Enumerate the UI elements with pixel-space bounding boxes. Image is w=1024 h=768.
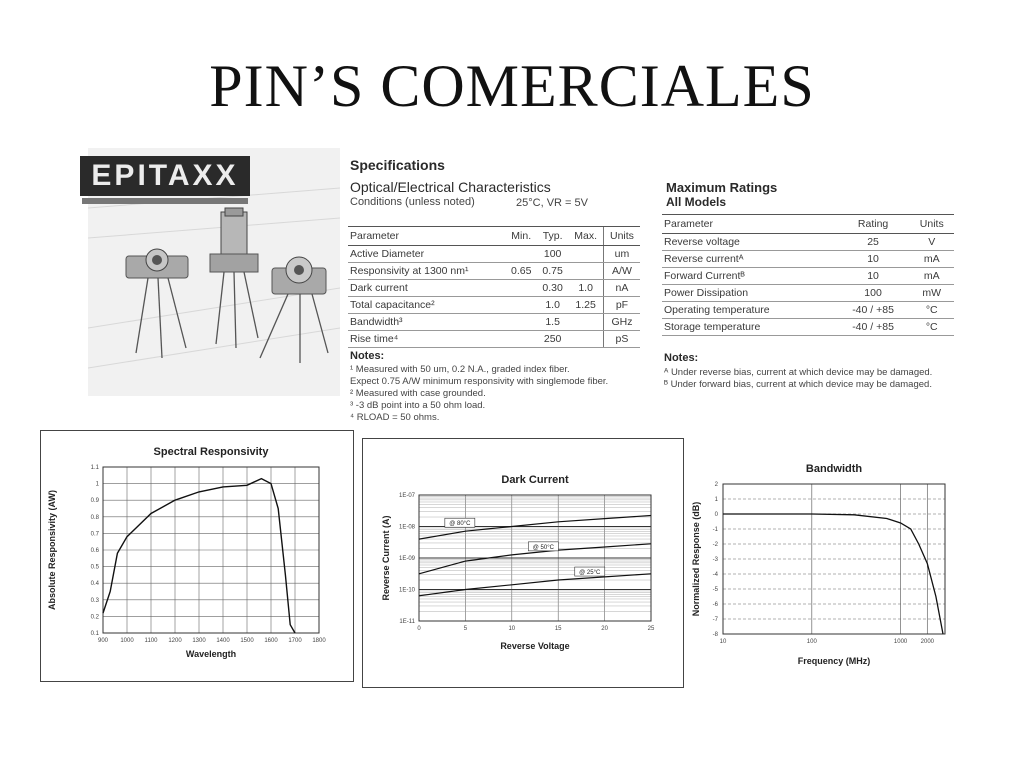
- table-cell: Forward Currentᴮ: [662, 268, 837, 285]
- photodiode-package-center-icon: [210, 208, 258, 348]
- table-cell: -40 / +85: [837, 302, 910, 319]
- specs-note: Expect 0.75 A/W minimum responsivity with singlemode fiber.: [350, 376, 609, 387]
- table-row: [348, 280, 640, 297]
- x-axis-label: Frequency (MHz): [797, 656, 871, 666]
- x-tick-label: 10: [508, 626, 516, 632]
- table-cell: Responsivity at 1300 nm¹: [348, 263, 506, 280]
- table-cell: GHz: [603, 314, 640, 331]
- epitaxx-logo: EPITAXX: [80, 156, 250, 196]
- y-tick-label: -6: [712, 602, 718, 608]
- table-row: [662, 285, 954, 302]
- y-tick-label: 0.4: [90, 581, 99, 588]
- table-row: [348, 246, 640, 263]
- x-tick-label: 100: [806, 639, 817, 645]
- specs-note: ³ -3 dB point into a 50 ohm load.: [350, 400, 486, 411]
- table-cell: um: [603, 246, 640, 263]
- bandwidth-chart: [689, 456, 957, 684]
- ratings-note: ᴮ Under forward bias, current at which device may be damaged.: [664, 379, 932, 390]
- y-tick-label: 0.7: [90, 531, 99, 538]
- specs-col-header: Units: [603, 227, 640, 246]
- y-tick-label: 0.9: [90, 498, 99, 505]
- table-cell: Reverse voltage: [662, 234, 837, 251]
- y-tick-label: 1E-07: [398, 493, 415, 499]
- table-row: [348, 314, 640, 331]
- table-cell: 1.25: [568, 297, 603, 314]
- specs-notes-heading: Notes:: [350, 350, 385, 362]
- specs-col-header: Min.: [506, 227, 537, 246]
- y-tick-label: 2: [714, 482, 718, 488]
- y-tick-label: 1.1: [90, 465, 99, 471]
- table-row: [348, 263, 640, 280]
- x-tick-label: 1400: [216, 638, 230, 644]
- table-cell: °C: [910, 302, 955, 319]
- y-tick-label: 0: [714, 512, 718, 518]
- y-axis-label: Normalized Response (dB): [691, 501, 701, 617]
- table-row: [348, 297, 640, 314]
- table-cell: mA: [910, 268, 955, 285]
- x-axis-label: Wavelength: [185, 649, 237, 659]
- ratings-subheading: All Models: [666, 195, 727, 209]
- table-cell: Power Dissipation: [662, 285, 837, 302]
- y-tick-label: -3: [712, 557, 718, 563]
- table-cell: Bandwidth³: [348, 314, 506, 331]
- photodiode-package-right-icon: [260, 257, 328, 363]
- table-cell: 0.30: [537, 280, 568, 297]
- y-tick-label: 1E-09: [398, 556, 415, 562]
- table-cell: [506, 314, 537, 331]
- y-tick-label: 1: [714, 497, 718, 503]
- spectral-responsivity-panel: [40, 430, 354, 682]
- x-tick-label: 1100: [144, 638, 158, 644]
- y-tick-label: -7: [712, 617, 718, 623]
- table-cell: Active Diameter: [348, 246, 506, 263]
- table-cell: 10: [837, 268, 910, 285]
- table-cell: Reverse currentᴬ: [662, 251, 837, 268]
- y-tick-label: 0.1: [90, 631, 99, 637]
- table-cell: [568, 331, 603, 348]
- y-tick-label: 1E-08: [398, 524, 415, 531]
- y-axis-label: Reverse Current (A): [381, 515, 391, 601]
- table-cell: [568, 246, 603, 263]
- table-cell: [506, 280, 537, 297]
- specs-note: ⁴ RLOAD = 50 ohms.: [350, 412, 440, 423]
- table-cell: pS: [603, 331, 640, 348]
- table-cell: 25: [837, 234, 910, 251]
- x-tick-label: 1300: [192, 638, 206, 644]
- table-cell: 250: [537, 331, 568, 348]
- table-cell: 100: [537, 246, 568, 263]
- x-tick-label: 1000: [893, 639, 908, 645]
- table-cell: nA: [603, 280, 640, 297]
- y-tick-label: -5: [712, 587, 718, 593]
- y-tick-label: 0.3: [90, 597, 99, 604]
- specs-col-header: Max.: [568, 227, 603, 246]
- table-cell: [506, 246, 537, 263]
- x-tick-label: 1600: [264, 638, 278, 644]
- x-tick-label: 1800: [312, 638, 326, 644]
- y-tick-label: 0.6: [90, 548, 99, 554]
- specs-heading: Specifications: [350, 157, 445, 173]
- ratings-col-header: Parameter: [662, 215, 837, 234]
- ratings-table: [662, 214, 954, 336]
- y-tick-label: 0.8: [90, 514, 99, 521]
- x-tick-label: 10: [719, 639, 727, 645]
- table-cell: °C: [910, 319, 955, 336]
- conditions-label: Conditions (unless noted): [350, 196, 475, 208]
- y-tick-label: 1E-11: [399, 619, 415, 625]
- specs-col-header: Typ.: [537, 227, 568, 246]
- table-cell: mW: [910, 285, 955, 302]
- chart-title: Bandwidth: [805, 463, 863, 475]
- dark-current-panel: [362, 438, 684, 688]
- table-cell: Dark current: [348, 280, 506, 297]
- x-tick-label: 0: [417, 626, 421, 632]
- table-cell: -40 / +85: [837, 319, 910, 336]
- table-cell: 10: [837, 251, 910, 268]
- table-cell: Storage temperature: [662, 319, 837, 336]
- table-row: [662, 268, 954, 285]
- table-row: [348, 331, 640, 348]
- y-tick-label: -8: [712, 632, 718, 638]
- table-cell: 1.0: [568, 280, 603, 297]
- series-label: @ 25°C: [579, 570, 601, 577]
- series-label: @ 50°C: [532, 544, 554, 551]
- chart-title: Dark Current: [501, 474, 569, 486]
- specs-subheading: Optical/Electrical Characteristics: [350, 179, 551, 195]
- y-tick-label: -1: [712, 527, 718, 533]
- x-tick-label: 25: [647, 626, 655, 632]
- conditions-value: 25°C, VR = 5V: [516, 197, 588, 209]
- table-cell: Total capacitance²: [348, 297, 506, 314]
- y-tick-label: -2: [712, 542, 718, 548]
- y-tick-label: -4: [712, 572, 718, 578]
- specs-table: [348, 226, 640, 348]
- table-cell: 100: [837, 285, 910, 302]
- page-title: PIN’S COMERCIALES: [209, 53, 815, 119]
- table-cell: pF: [603, 297, 640, 314]
- chart-title: Spectral Responsivity: [153, 446, 269, 458]
- ratings-col-header: Units: [910, 215, 955, 234]
- table-row: [662, 302, 954, 319]
- table-cell: [506, 297, 537, 314]
- ratings-heading: Maximum Ratings: [666, 180, 778, 195]
- x-tick-label: 1200: [168, 638, 182, 644]
- x-tick-label: 2000: [920, 639, 935, 645]
- photodiode-package-left-icon: [126, 249, 188, 358]
- specs-note: ² Measured with case grounded.: [350, 388, 486, 399]
- ratings-col-header: Rating: [837, 215, 910, 234]
- table-cell: 1.5: [537, 314, 568, 331]
- x-tick-label: 900: [97, 638, 109, 644]
- table-row: [662, 319, 954, 336]
- table-cell: Rise time⁴: [348, 331, 506, 348]
- dark-current-chart: [363, 439, 683, 687]
- logo-underline: [82, 198, 248, 204]
- spectral-responsivity-chart: [41, 431, 353, 681]
- x-tick-label: 15: [554, 626, 562, 632]
- table-cell: 0.65: [506, 263, 537, 280]
- table-row: [662, 251, 954, 268]
- table-cell: [568, 314, 603, 331]
- specs-note: ¹ Measured with 50 um, 0.2 N.A., graded index fiber.: [350, 364, 570, 375]
- table-cell: [506, 331, 537, 348]
- x-axis-label: Reverse Voltage: [500, 641, 570, 651]
- specs-col-header: Parameter: [348, 227, 506, 246]
- bandwidth-panel: [688, 455, 958, 685]
- table-cell: A/W: [603, 263, 640, 280]
- x-tick-label: 1700: [288, 638, 302, 644]
- y-tick-label: 0.5: [90, 564, 99, 571]
- ratings-note: ᴬ Under reverse bias, current at which device may be damaged.: [664, 367, 933, 378]
- table-cell: 0.75: [537, 263, 568, 280]
- y-axis-label: Absolute Responsivity (AW): [47, 489, 57, 611]
- y-tick-label: 0.2: [90, 614, 99, 621]
- y-tick-label: 1: [95, 481, 99, 488]
- x-tick-label: 1500: [240, 638, 254, 644]
- table-cell: 1.0: [537, 297, 568, 314]
- series-label: @ 80°C: [449, 521, 471, 528]
- table-cell: Operating temperature: [662, 302, 837, 319]
- table-cell: mA: [910, 251, 955, 268]
- table-cell: [568, 263, 603, 280]
- x-tick-label: 20: [601, 626, 608, 632]
- table-row: [662, 234, 954, 251]
- y-tick-label: 1E-10: [398, 587, 415, 594]
- x-tick-label: 1000: [120, 638, 134, 644]
- table-cell: V: [910, 234, 955, 251]
- x-tick-label: 5: [463, 626, 468, 632]
- ratings-notes-heading: Notes:: [664, 352, 699, 364]
